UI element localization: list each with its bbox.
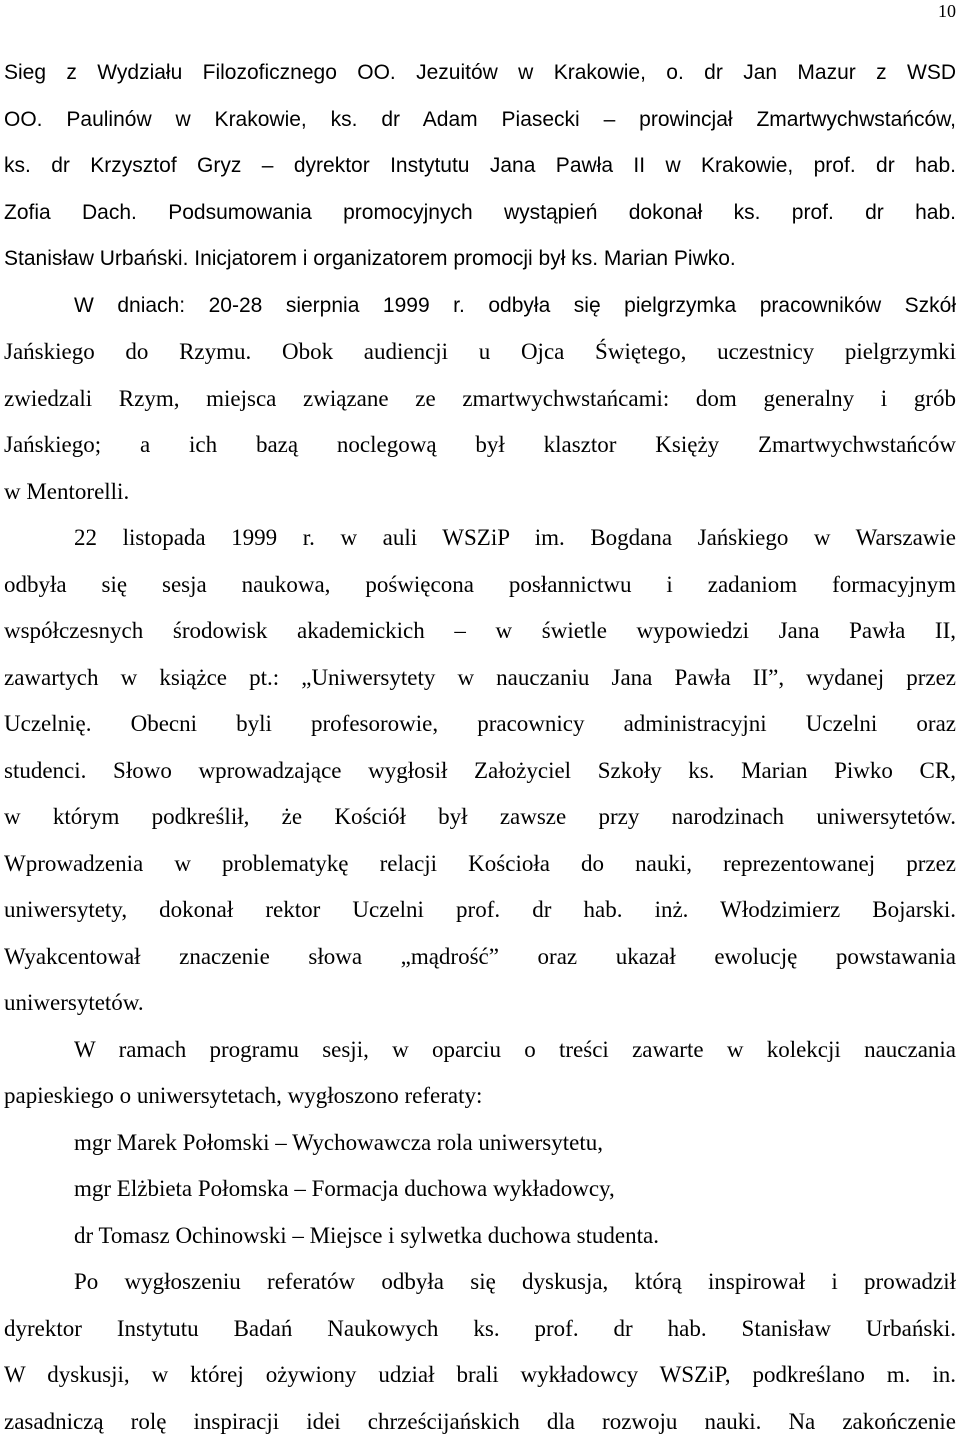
text-line: Uczelnię. Obecni byli profesorowie, pracownicy administracyjni Uczelni oraz	[4, 711, 956, 736]
text-line: w Mentorelli.	[4, 478, 130, 504]
text-line: W ramach programu sesji, w oparciu o treści zawarte w kolekcji nauczania	[74, 1036, 956, 1062]
text-line: papieskiego o uniwersytetach, wygłoszono referaty:	[4, 1083, 483, 1108]
text-line: współczesnych środowisk akademickich – w świetle wypowiedzi Jana Pawła II,	[4, 618, 956, 643]
text-line: dr Tomasz Ochinowski – Miejsce i sylwetka duchowa studenta.	[74, 1222, 659, 1248]
text-line: Jańskiego do Rzymu. Obok audiencji u Ojca Świętego, uczestnicy pielgrzymki	[4, 339, 956, 364]
text-line: zwiedzali Rzym, miejsca związane ze zmartwychwstańcami: dom generalny i grób	[4, 385, 956, 411]
text-line: W dniach: 20-28 sierpnia 1999 r. odbyła się pielgrzymka pracowników Szkół	[74, 293, 956, 317]
text-line: uniwersytety, dokonał rektor Uczelni prof. dr hab. inż. Włodzimierz Bojarski.	[4, 897, 956, 922]
text-line: mgr Elżbieta Połomska – Formacja duchowa wykładowcy,	[74, 1176, 615, 1201]
text-line: uniwersytetów.	[4, 990, 144, 1015]
text-line: ks. dr Krzysztof Gryz – dyrektor Instytutu Jana Pawła II w Krakowie, prof. dr hab.	[4, 154, 956, 177]
text-line: w którym podkreślił, że Kościół był zawsze przy narodzinach uniwersytetów.	[4, 804, 956, 829]
text-line: Zofia Dach. Podsumowania promocyjnych wystąpień dokonał ks. prof. dr hab.	[4, 200, 956, 224]
text-line: zawartych w książce pt.: „Uniwersytety w nauczaniu Jana Pawła II”, wydanej przez	[4, 664, 956, 690]
text-line: mgr Marek Połomski – Wychowawcza rola uniwersytetu,	[74, 1129, 603, 1155]
text-line: Wprowadzenia w problematykę relacji Kościoła do nauki, reprezentowanej przez	[4, 850, 956, 876]
text-line: 22 listopada 1999 r. w auli WSZiP im. Bogdana Jańskiego w Warszawie	[74, 525, 956, 550]
text-line: Wyakcentował znaczenie słowa „mądrość” oraz ukazał ewolucję powstawania	[4, 943, 956, 969]
text-line: OO. Paulinów w Krakowie, ks. dr Adam Piasecki – prowincjał Zmartwychwstańców,	[4, 107, 956, 131]
text-line: Sieg z Wydziału Filozoficznego OO. Jezuitów w Krakowie, o. dr Jan Mazur z WSD	[4, 61, 956, 84]
text-line: W dyskusji, w której ożywiony udział brali wykładowcy WSZiP, podkreślano m. in.	[4, 1362, 956, 1387]
text-line: Jańskiego; a ich bazą noclegową był klasztor Księży Zmartwychwstańców	[4, 432, 956, 457]
text-line: zasadniczą rolę inspiracji idei chrześcijańskich dla rozwoju nauki. Na zakończenie	[4, 1408, 956, 1434]
text-line: dyrektor Instytutu Badań Naukowych ks. prof. dr hab. Stanisław Urbański.	[4, 1315, 956, 1341]
text-line: odbyła się sesja naukowa, poświęcona posłannictwu i zadaniom formacyjnym	[4, 571, 956, 597]
text-line: studenci. Słowo wprowadzające wygłosił Założyciel Szkoły ks. Marian Piwko CR,	[4, 757, 956, 783]
text-line: Po wygłoszeniu referatów odbyła się dyskusja, którą inspirował i prowadził	[74, 1269, 956, 1294]
page-number: 10	[938, 1, 956, 21]
text-line: Stanisław Urbański. Inicjatorem i organizatorem promocji był ks. Marian Piwko.	[4, 247, 736, 270]
